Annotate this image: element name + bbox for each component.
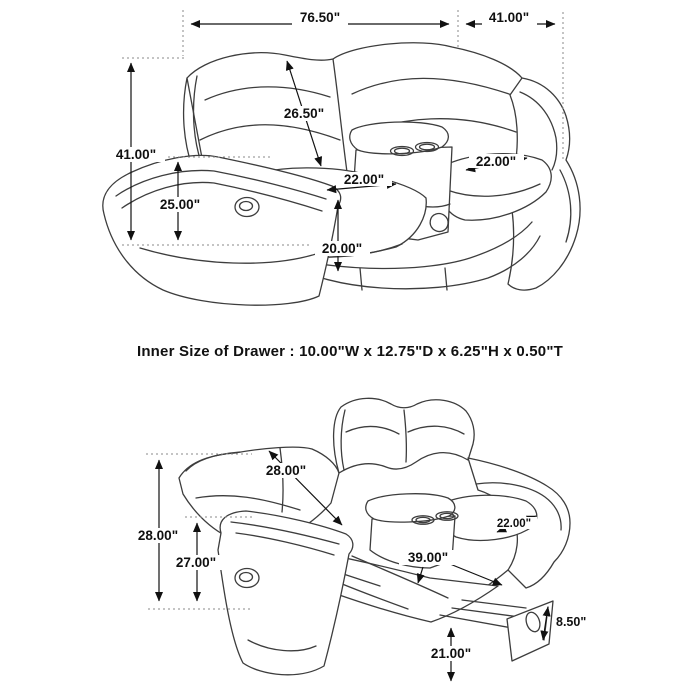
- reclined-view-diagram: [0, 370, 700, 700]
- upright-view-diagram: [0, 0, 700, 345]
- dim-overall-width: 76.50": [299, 10, 341, 25]
- dim-footrest-clearance: 21.00": [430, 646, 472, 661]
- left-arm: [103, 155, 341, 305]
- dim-arm-height: 27.00": [175, 555, 217, 570]
- footrest-strut-3: [440, 615, 512, 628]
- footrest-pad: [507, 601, 553, 661]
- drawer-size-note: Inner Size of Drawer : 10.00"W x 12.75"D x 6.25"H x 0.50"T: [136, 343, 564, 360]
- dim-overall-depth: 41.00": [488, 10, 530, 25]
- dim-overall-height: 41.00": [115, 147, 157, 162]
- dim-seat-height: 20.00": [321, 241, 363, 256]
- dim-reclined-height: 28.00": [137, 528, 179, 543]
- footrest-strut-2: [452, 608, 520, 617]
- dim-back-height: 26.50": [283, 106, 325, 121]
- dim-seat-width-right: 22.00": [475, 154, 517, 169]
- dim-arm-height: 25.00": [159, 197, 201, 212]
- dim-back-length: 28.00": [265, 463, 307, 478]
- footrest-strut-1: [462, 600, 526, 608]
- dim-footrest-height: 8.50": [556, 615, 587, 629]
- reclined-loveseat-drawing: [179, 398, 570, 674]
- dim-reclined-depth: 39.00": [407, 550, 449, 565]
- dim-seat-width: 22.00": [496, 518, 532, 530]
- dim-seat-width-left: 22.00": [343, 172, 385, 187]
